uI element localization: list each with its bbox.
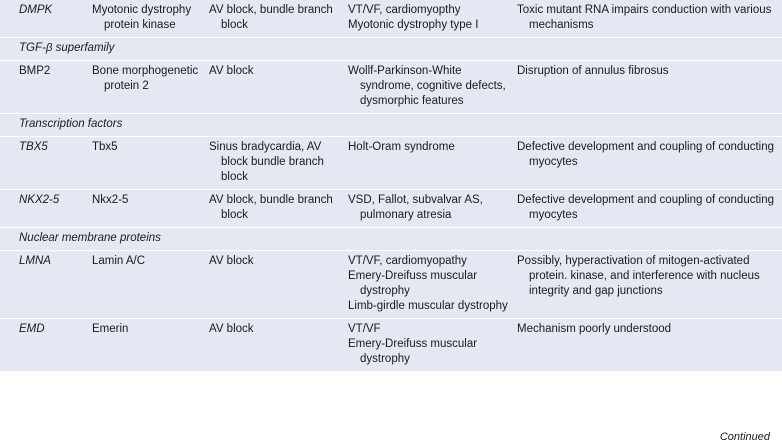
phenotype-line: VSD, Fallot, subvalvar AS, pulmonary atresia [348,194,483,221]
phenotype-line: Emery-Dreifuss muscular dystrophy [348,338,478,365]
section-label: Transcription factors [19,118,123,130]
gene-cell: NKX2-5 [19,194,60,206]
mechanism-cell: Disruption of annulus fibrosus [517,65,669,77]
mechanism-cell: Defective development and coupling of conducting myocytes [517,141,775,168]
phenotype-line: Emery-Dreifuss muscular dystrophy [348,270,478,297]
mechanism-cell: Possibly, hyperactivation of mitogen-activated protein. kinase, and interference with nucleus integrity and gap junctions [517,255,760,297]
phenotype-cell [348,251,517,318]
section-header [0,38,782,61]
phenotype-cell [348,190,517,227]
conduction-cell: AV block [209,323,254,335]
table-row [0,137,782,190]
phenotype-line: Myotonic dystrophy type I [348,19,479,31]
table-row [0,190,782,228]
section-label: Nuclear membrane proteins [19,232,161,244]
phenotype-line: Wollf-Parkinson-White syndrome, cognitive defects, dysmorphic features [348,65,506,107]
conduction-cell: AV block [209,65,254,77]
protein-cell: Nkx2-5 [92,194,129,206]
phenotype-cell [348,319,517,371]
gene-cell: BMP2 [19,65,51,77]
mechanism-cell: Defective development and coupling of conducting myocytes [517,194,775,221]
gene-cell: LMNA [19,255,51,267]
gene-cell: DMPK [19,4,53,16]
table-row [0,251,782,319]
mechanism-cell: Toxic mutant RNA impairs conduction with various mechanisms [517,4,772,31]
protein-cell: Emerin [92,323,129,335]
conduction-cell: Sinus bradycardia, AV block bundle branch block [209,141,324,183]
mechanism-cell: Mechanism poorly understood [517,323,672,335]
continued-note: Continued [719,431,770,443]
table-row [0,319,782,372]
protein-cell: Bone morphogenetic protein 2 [92,65,199,92]
phenotype-cell [348,61,517,113]
conduction-cell: AV block [209,255,254,267]
phenotype-cell [348,0,517,37]
phenotype-line: Holt-Oram syndrome [348,141,455,153]
protein-cell: Lamin A/C [92,255,146,267]
section-header [0,228,782,251]
conduction-cell: AV block, bundle branch block [209,194,333,221]
phenotype-line: VT/VF, cardiomyopathy [348,255,467,267]
conduction-cell: AV block, bundle branch block [209,4,333,31]
table-row [0,61,782,114]
phenotype-cell [348,137,517,189]
section-header [0,114,782,137]
section-label: TGF-β superfamily [19,42,115,54]
table-row [0,0,782,38]
gene-cell: EMD [19,323,45,335]
protein-cell: Tbx5 [92,141,118,153]
phenotype-line: Limb-girdle muscular dystrophy [348,300,508,312]
protein-cell: Myotonic dystrophy protein kinase [92,4,192,31]
phenotype-line: VT/VF [348,323,381,335]
phenotype-line: VT/VF, cardiomyopthy [348,4,461,16]
gene-cell: TBX5 [19,141,48,153]
